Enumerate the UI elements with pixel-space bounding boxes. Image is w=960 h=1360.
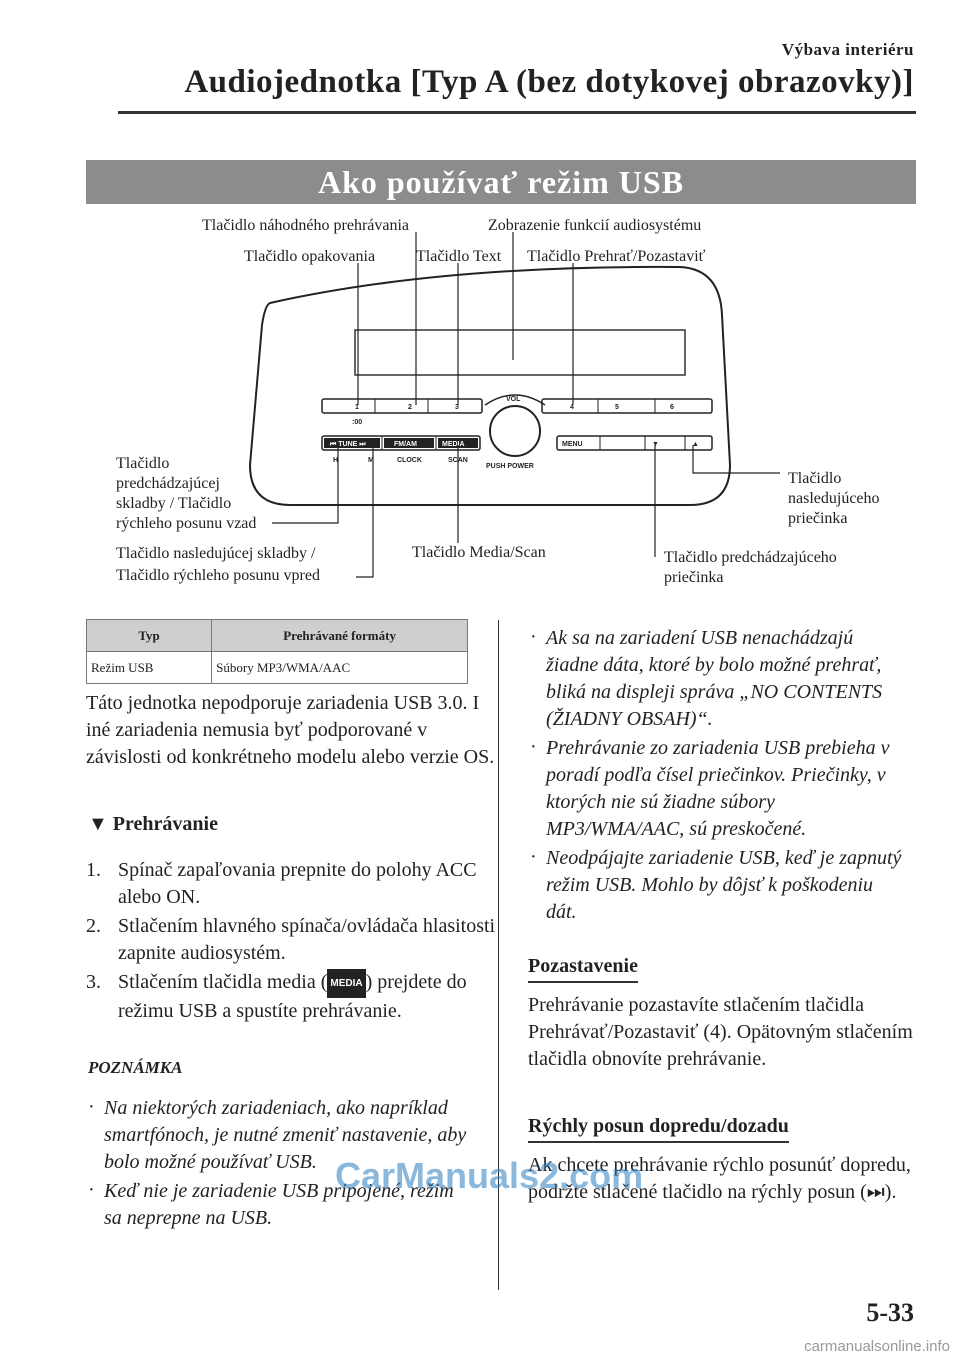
step-text-b: ) prejdete do režimu USB a spustíte prehrávanie.	[118, 971, 467, 1022]
table-row	[87, 652, 468, 684]
folder-up-glyph: ▲	[692, 441, 699, 448]
callout-play-pause-button: Tlačidlo Prehrať/Pozastaviť	[527, 248, 706, 265]
table-header-type: Typ	[87, 620, 212, 652]
playback-steps	[86, 857, 496, 1027]
callout-display: Zobrazenie funkcií audiosystému	[488, 217, 702, 234]
folder-down-glyph: ▼	[652, 441, 659, 448]
callout-prev-folder-line1: Tlačidlo predchádzajúceho	[664, 549, 837, 566]
callout-prev-folder-line2: priečinka	[664, 569, 724, 586]
volume-knob	[490, 406, 540, 456]
page-number: 5-33	[866, 1298, 914, 1327]
table-cell-formats: Súbory MP3/WMA/AAC	[212, 652, 468, 684]
footer-watermark: carmanualsonline.info	[804, 1338, 950, 1355]
fm-am-label: FM/AM	[394, 441, 417, 448]
formats-table	[86, 619, 468, 684]
callout-next-folder-line2: nasledujúceho	[788, 490, 880, 507]
section-banner: Ako používať režim USB	[86, 160, 916, 204]
fast-forward-text-b: ).	[884, 1181, 897, 1203]
list-item	[86, 913, 496, 967]
note-title: POZNÁMKA	[88, 1058, 183, 1077]
pause-heading: Pozastavenie	[528, 955, 638, 983]
fast-forward-text-a: Ak chcete prehrávanie rýchlo posunúť dopredu, podržte stlačené tlačidlo na rýchly posun (	[528, 1154, 911, 1203]
fast-forward-heading: Rýchly posun dopredu/dozadu	[528, 1115, 789, 1143]
header-rule	[118, 111, 916, 114]
preset-1-label: 1	[355, 404, 359, 411]
callout-next-folder-line1: Tlačidlo	[788, 470, 842, 487]
preset-2-label: 2	[408, 404, 412, 411]
page-title: Audiojednotka [Typ A (bez dotykovej obrazovky)]	[184, 64, 914, 100]
step-text-a: Stlačením tlačidla media (	[118, 971, 328, 993]
audio-unit-diagram	[0, 205, 960, 610]
callout-random-button: Tlačidlo náhodného prehrávania	[202, 217, 410, 234]
watermark: CarManuals2.com	[335, 1155, 644, 1196]
callout-next-folder-line3: priečinka	[788, 510, 848, 527]
preset-row-right	[542, 399, 712, 413]
callout-prev-track-line3: skladby / Tlačidlo	[116, 495, 232, 512]
callout-next-track-line2: Tlačidlo rýchleho posunu vpred	[116, 567, 320, 584]
callout-next-track-line1: Tlačidlo nasledujúcej skladby /	[116, 545, 316, 562]
vol-label: VOL	[506, 396, 521, 403]
pause-paragraph: Prehrávanie pozastavíte stlačením tlačidla Prehrávať/Pozastaviť (4). Opätovným stlačením tlačidla obnovíte prehrávanie.	[528, 994, 913, 1070]
preset-3-label: 3	[455, 404, 459, 411]
preset-4-label: 4	[570, 404, 574, 411]
table-cell-type: Režim USB	[87, 652, 212, 684]
step-number: 3.	[86, 971, 101, 993]
step-number: 1.	[86, 859, 101, 881]
media-panel-label: MEDIA	[442, 441, 465, 448]
menu-label: MENU	[562, 441, 583, 448]
playback-heading-text: Prehrávanie	[112, 813, 218, 835]
section-title: Výbava interiéru	[781, 40, 914, 59]
m-label: M	[368, 457, 374, 464]
callout-prev-track-line4: rýchleho posunu vzad	[116, 515, 257, 532]
preset-5-label: 5	[615, 404, 619, 411]
callout-text-button: Tlačidlo Text	[416, 248, 502, 265]
list-item: · Prehrávanie zo zariadenia USB prebieha v poradí podľa čísel priečinkov. Priečinky, v ktorých nie sú žiadne súbory MP3/WMA/AAC, sú preskočené.	[528, 735, 908, 843]
scan-label: SCAN	[448, 457, 468, 464]
list-item	[86, 969, 496, 1025]
callout-repeat-button: Tlačidlo opakovania	[244, 248, 376, 265]
list-item: · Ak sa na zariadení USB nenachádzajú žiadne dáta, ktoré by bolo možné prehrať, bliká na displeji správa „NO CONTENTS (ŽIADNY OBSAH)“.	[528, 625, 908, 733]
media-icon: MEDIA	[327, 969, 365, 998]
callout-prev-track-line2: predchádzajúcej	[116, 475, 220, 492]
clock-label: CLOCK	[397, 457, 422, 464]
triangle-marker-icon: ▼	[88, 813, 108, 835]
list-item	[86, 857, 496, 911]
step-number: 2.	[86, 915, 101, 937]
callout-media-scan-button: Tlačidlo Media/Scan	[412, 544, 546, 561]
playback-heading	[88, 813, 218, 836]
push-power-label: PUSH POWER	[486, 463, 534, 470]
table-header-formats: Prehrávané formáty	[212, 620, 468, 652]
list-item: · Na niektorých zariadeniach, ako napríklad smartfónoch, je nutné zmeniť nastavenie, aby bolo možné používať USB.	[86, 1095, 476, 1176]
list-item: · Keď nie je zariadenie USB pripojené, režim sa neprepne na USB.	[86, 1178, 476, 1232]
step-text: Stlačením hlavného spínača/ovládača hlasitosti zapnite audiosystém.	[118, 915, 496, 964]
notes-right	[528, 625, 908, 928]
list-item: · Neodpájajte zariadenie USB, keď je zapnutý režim USB. Mohlo by dôjsť k poškodeniu dát.	[528, 845, 908, 926]
step-text: Spínač zapaľovania prepnite do polohy ACC alebo ON.	[118, 859, 477, 908]
intro-paragraph: Táto jednotka nepodporuje zariadenia USB 3.0. I iné zariadenia nemusia byť podporované v závislosti od konkrétneho modelu alebo verzie OS.	[86, 692, 495, 768]
fast-forward-icon: ⏭	[866, 1181, 885, 1203]
callout-prev-track-line1: Tlačidlo	[116, 455, 170, 472]
preset-1-sublabel: :00	[352, 419, 363, 426]
h-label: H	[333, 457, 339, 464]
preset-6-label: 6	[670, 404, 674, 411]
display-window	[355, 330, 685, 375]
tune-label: ⏮ TUNE ⏭	[330, 441, 366, 448]
